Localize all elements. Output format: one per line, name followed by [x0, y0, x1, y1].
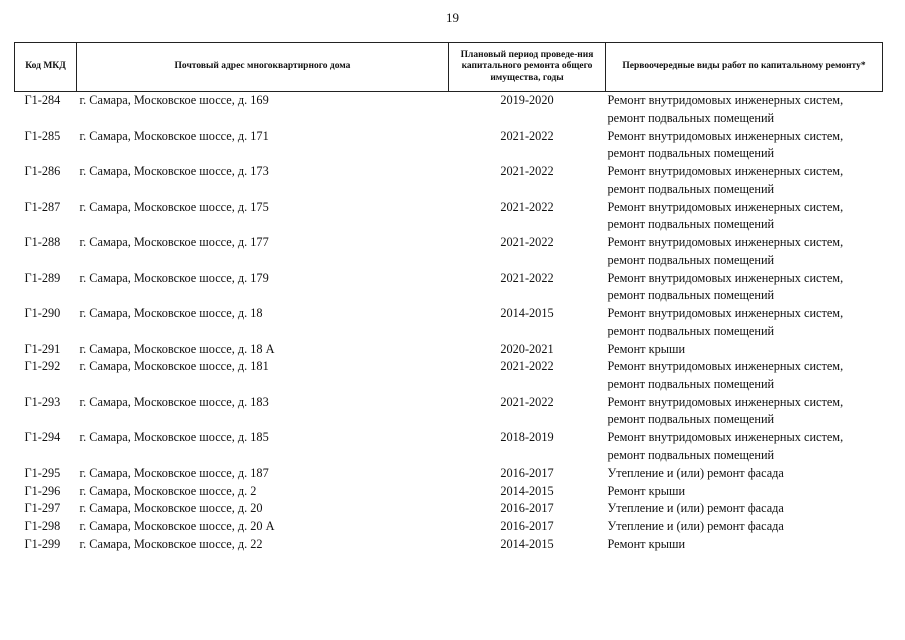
- works-cell: [606, 394, 883, 430]
- period-cell: 2014-2015: [500, 536, 554, 551]
- period-cell: 2020-2021: [500, 341, 554, 356]
- period-cell: 2021-2022: [500, 270, 554, 285]
- address-cell: г. Самара, Московское шоссе, д. 18 А: [79, 341, 275, 356]
- mkd-code-cell: Г1-293: [24, 394, 61, 409]
- housing-register-table: [14, 42, 883, 554]
- address-cell: г. Самара, Московское шоссе, д. 20: [79, 501, 263, 516]
- mkd-code-cell: Г1-288: [24, 235, 61, 249]
- period-cell: 2018-2019: [500, 430, 554, 445]
- mkd-code-cell: Г1-294: [24, 430, 61, 445]
- mkd-code-cell: Г1-291: [24, 341, 61, 356]
- mkd-code-cell: Г1-287: [24, 199, 61, 214]
- works-line: Утепление и (или) ремонт фасада: [607, 519, 784, 534]
- works-line: Ремонт внутридомовых инженерных систем,: [607, 270, 844, 285]
- works-line: Ремонт внутридомовых инженерных систем,: [607, 128, 844, 143]
- table-row: [15, 465, 883, 483]
- works-line: ремонт подвальных помещений: [607, 323, 775, 338]
- works-cell: [606, 92, 883, 128]
- works-line: Ремонт крыши: [607, 536, 686, 551]
- mkd-code-cell: Г1-299: [24, 536, 61, 551]
- table-row: [15, 429, 883, 465]
- works-cell: [606, 234, 883, 270]
- works-line: Ремонт внутридомовых инженерных систем,: [607, 359, 844, 374]
- works-cell: [606, 358, 883, 394]
- works-line: Ремонт крыши: [607, 341, 686, 356]
- table-row: [15, 305, 883, 341]
- works-line: ремонт подвальных помещений: [607, 110, 775, 125]
- period-cell: 2021-2022: [500, 128, 554, 143]
- mkd-code-cell: Г1-290: [24, 306, 61, 320]
- table-row: [15, 234, 883, 270]
- period-cell: 2014-2015: [500, 306, 554, 320]
- works-cell: [606, 483, 883, 501]
- works-line: Утепление и (или) ремонт фасада: [607, 465, 784, 480]
- table-row: [15, 536, 883, 554]
- period-cell: 2021-2022: [500, 164, 554, 178]
- period-cell: 2021-2022: [500, 235, 554, 249]
- works-line: Ремонт внутридомовых инженерных систем,: [607, 394, 844, 409]
- page-number: 19: [446, 10, 459, 25]
- table-row: [15, 358, 883, 394]
- address-cell: г. Самара, Московское шоссе, д. 175: [79, 199, 269, 214]
- address-cell: г. Самара, Московское шоссе, д. 169: [79, 93, 269, 107]
- mkd-code-cell: Г1-296: [24, 483, 61, 498]
- table-row: [15, 128, 883, 164]
- works-cell: [606, 163, 883, 199]
- address-cell: г. Самара, Московское шоссе, д. 18: [79, 306, 263, 320]
- address-cell: г. Самара, Московское шоссе, д. 171: [79, 128, 269, 143]
- works-cell: [606, 500, 883, 518]
- works-cell: [606, 128, 883, 164]
- header-address: Почтовый адрес многоквартирного дома: [77, 43, 449, 92]
- table-body: [15, 92, 883, 554]
- mkd-code-cell: Г1-298: [24, 519, 61, 534]
- works-line: ремонт подвальных помещений: [607, 146, 775, 160]
- works-line: Ремонт внутридомовых инженерных систем,: [607, 164, 844, 178]
- header-works: Первоочередные виды работ по капитальному ремонту*: [606, 43, 883, 92]
- period-cell: 2016-2017: [500, 465, 554, 480]
- works-line: Ремонт крыши: [607, 483, 686, 498]
- address-cell: г. Самара, Московское шоссе, д. 181: [79, 359, 269, 374]
- address-cell: г. Самара, Московское шоссе, д. 22: [79, 536, 263, 551]
- period-cell: 2016-2017: [500, 501, 554, 516]
- table-row: [15, 394, 883, 430]
- works-line: ремонт подвальных помещений: [607, 181, 775, 196]
- works-line: ремонт подвальных помещений: [607, 288, 775, 302]
- table-header: [15, 43, 883, 92]
- period-cell: 2021-2022: [500, 199, 554, 214]
- mkd-code-cell: Г1-297: [24, 501, 61, 516]
- mkd-code-cell: Г1-289: [24, 270, 61, 285]
- period-cell: 2016-2017: [500, 519, 554, 534]
- works-cell: [606, 518, 883, 536]
- header-code: Код МКД: [15, 43, 77, 92]
- table-row: [15, 92, 883, 128]
- works-line: Ремонт внутридомовых инженерных систем,: [607, 430, 844, 445]
- header-period: Плановый период проведе-ния капитального ремонта общего имущества, годы: [449, 43, 606, 92]
- table-row: [15, 163, 883, 199]
- works-cell: [606, 270, 883, 306]
- period-cell: 2019-2020: [500, 93, 554, 107]
- address-cell: г. Самара, Московское шоссе, д. 187: [79, 465, 269, 480]
- table-row: [15, 518, 883, 536]
- works-line: ремонт подвальных помещений: [607, 217, 775, 231]
- works-line: Ремонт внутридомовых инженерных систем,: [607, 306, 844, 320]
- works-line: ремонт подвальных помещений: [607, 252, 775, 267]
- works-line: Ремонт внутридомовых инженерных систем,: [607, 93, 844, 107]
- period-cell: 2021-2022: [500, 394, 554, 409]
- period-cell: 2021-2022: [500, 359, 554, 374]
- table-row: [15, 500, 883, 518]
- works-line: Ремонт внутридомовых инженерных систем,: [607, 199, 844, 214]
- works-cell: [606, 536, 883, 554]
- address-cell: г. Самара, Московское шоссе, д. 2: [79, 483, 257, 498]
- works-cell: [606, 305, 883, 341]
- works-line: ремонт подвальных помещений: [607, 447, 775, 462]
- mkd-code-cell: Г1-295: [24, 465, 61, 480]
- table-row: [15, 270, 883, 306]
- works-cell: [606, 429, 883, 465]
- works-line: Утепление и (или) ремонт фасада: [607, 501, 784, 516]
- period-cell: 2014-2015: [500, 483, 554, 498]
- table-row: [15, 341, 883, 359]
- mkd-code-cell: Г1-285: [24, 128, 61, 143]
- works-line: Ремонт внутридомовых инженерных систем,: [607, 235, 844, 249]
- works-cell: [606, 199, 883, 235]
- address-cell: г. Самара, Московское шоссе, д. 179: [79, 270, 269, 285]
- address-cell: г. Самара, Московское шоссе, д. 183: [79, 394, 269, 409]
- works-cell: [606, 465, 883, 483]
- works-line: ремонт подвальных помещений: [607, 376, 775, 391]
- address-cell: г. Самара, Московское шоссе, д. 177: [79, 235, 269, 249]
- table-row: [15, 199, 883, 235]
- works-cell: [606, 341, 883, 359]
- address-cell: г. Самара, Московское шоссе, д. 20 А: [79, 519, 275, 534]
- mkd-code-cell: Г1-292: [24, 359, 61, 374]
- works-line: ремонт подвальных помещений: [607, 412, 775, 427]
- address-cell: г. Самара, Московское шоссе, д. 173: [79, 164, 269, 178]
- table-row: [15, 483, 883, 501]
- address-cell: г. Самара, Московское шоссе, д. 185: [79, 430, 269, 445]
- mkd-code-cell: Г1-286: [24, 164, 61, 178]
- mkd-code-cell: Г1-284: [24, 93, 61, 107]
